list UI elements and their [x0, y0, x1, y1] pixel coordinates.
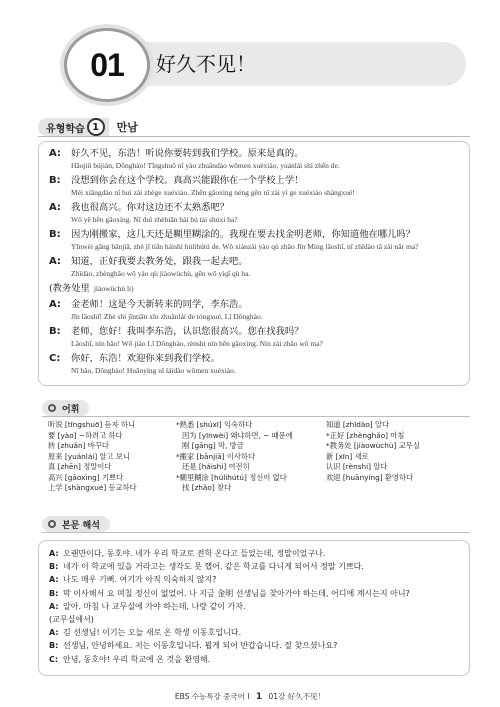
lesson-title: 好久不见！: [156, 52, 256, 76]
chinese-text: 知道，正好我要去教务处，跟我一起去吧。: [71, 256, 248, 267]
chinese-text: 好久不见，东浩！听说你要转到我们学校。原来是真的。: [71, 148, 304, 159]
lesson-header: [38, 28, 470, 108]
vocab-heading-label: 어휘: [62, 404, 80, 415]
dialogue-text: [71, 255, 457, 281]
vocab-item: 欢迎 [huānyíng] 환영하다: [326, 472, 414, 482]
vocab-item: 转 [zhuǎn] 바꾸다: [48, 441, 109, 450]
dialogue-line: [49, 298, 457, 324]
vocab-heading: [42, 400, 89, 416]
vocab-item: 要 [yào] ~하려고 하다: [48, 430, 123, 440]
dialogue-box: [38, 141, 470, 386]
translation-heading-pill: [42, 516, 110, 532]
chinese-text: 老师，您好！我叫李东浩，认识您很高兴。您在找我吗？: [71, 326, 304, 337]
vocab-item: *糊里糊涂 [húlihútú] 정신이 없다: [176, 472, 287, 482]
speaker-label: A:: [49, 628, 59, 638]
translation-text: 나도 매우 기뻐. 여기가 아직 익숙하지 않지?: [63, 575, 217, 585]
section-tag-label: 유형학습: [46, 123, 85, 135]
translation-scene: [49, 613, 459, 626]
speaker-label: B:: [49, 229, 61, 240]
translation-text: 안녕, 동호야! 우리 학교에 온 것을 환영해.: [63, 654, 211, 664]
speaker-label: A:: [49, 549, 59, 558]
translation-line: [49, 547, 459, 560]
footer-chapter: 01강 好久不见！: [268, 692, 326, 701]
pinyin-text: Yīnwèi gāng bānjiā, zhè jǐ tiān háishi húlihútú de. Wǒ xiànzài yào qù zhǎo Jīn Míng lǎoshī, nǐ zhīdào tā zài nǎr ma?: [71, 242, 419, 251]
scene-chinese: (教务处里: [49, 283, 90, 294]
section-tag: [38, 117, 138, 137]
speaker-label: C:: [49, 654, 59, 664]
pinyin-text: Hǎojiǔ bújiàn, Dōnghào! Tīngshuō nǐ yào zhuǎndào wǒmen xuéxiào, yuánlái shì zhēn de.: [71, 161, 340, 170]
vocab-list: [48, 420, 468, 494]
vocab-item: 认识 [rènshi] 알다: [326, 462, 388, 471]
speaker-label: A:: [49, 202, 61, 213]
pinyin-text: Wǒ yě hěn gāoxìng. Nǐ duì zhèbiān hái bú tài shúxi ba?: [71, 215, 238, 224]
translation-box: [38, 540, 470, 676]
vocab-heading-pill: [42, 400, 89, 416]
translation-divider: [42, 532, 470, 533]
speaker-label: A:: [49, 299, 61, 310]
scene-pinyin: jiàowùchù li): [93, 284, 134, 293]
translation-line: [49, 560, 459, 573]
dialogue-text: [71, 174, 457, 200]
vocab-item: 找 [zhǎo] 찾다: [182, 483, 232, 492]
dialogue-text: [71, 201, 457, 227]
chinese-text: 因为刚搬家，这几天还是糊里糊涂的。我现在要去找金明老师，你知道他在哪儿吗？: [71, 229, 415, 240]
vocab-item: *正好 [zhènghǎo] 마침: [326, 430, 405, 440]
translation-line: [49, 653, 459, 666]
translation-line: [49, 600, 459, 613]
speaker-label: B:: [49, 562, 59, 572]
vocab-item: 因为 [yīnwèi] 왜냐하면, ~ 때문에: [182, 430, 293, 440]
bullet-icon: [48, 520, 56, 528]
vocab-item: 还是 [háishi] 여전히: [182, 462, 250, 471]
vocab-item: *熟悉 [shúxī] 익숙하다: [176, 420, 253, 429]
translation-text: 선생님, 안녕하세요. 저는 이동호입니다. 뵙게 되어 반갑습니다. 절 찾으셨나요?: [63, 641, 338, 651]
translation-text: 김 선생님! 이기는 오늘 새로 온 학생 이동호입니다.: [63, 628, 242, 638]
vocab-column: [326, 420, 466, 494]
footer-book-title: EBS 수능특강 중국어 I: [174, 692, 250, 701]
dialogue-text: [71, 352, 457, 378]
speaker-label: B:: [49, 326, 61, 337]
vocab-item: *搬家 [bānjiā] 이사하다: [176, 451, 256, 461]
chinese-text: 金老师！这是今天新转来的同学，李东浩。: [71, 299, 248, 310]
translation-text: 네가 이 학교에 있을 거라고는 생각도 못 했어. 같은 학교를 다니게 되어서 정말 기쁘다.: [63, 562, 364, 572]
translation-heading-label: 본문 해석: [62, 520, 100, 531]
vocab-divider: [42, 416, 470, 417]
dialogue-scene: [49, 282, 457, 296]
vocab-column: [176, 420, 326, 494]
dialogue-line: [49, 255, 457, 281]
translation-line: [49, 626, 459, 639]
translation-line: [49, 573, 459, 586]
vocab-item: 高兴 [gāoxìng] 기쁘다: [48, 472, 124, 482]
translation-text: 오랜만이다, 동호야. 네가 우리 학교로 전학 온다고 들었는데, 정말이었구나.: [63, 549, 326, 558]
section-tag-number: 1: [87, 118, 105, 136]
vocab-item: 真 [zhēn] 정말이다: [48, 462, 112, 471]
dialogue-text: [71, 147, 457, 173]
pinyin-text: Jīn lǎoshī! Zhè shì jīntiān xīn zhuǎnlái de tóngxué, Lǐ Dōnghào.: [71, 312, 263, 321]
vocab-item: 刚 [gāng] 막, 방금: [182, 441, 244, 450]
vocab-item: 原来 [yuánlái] 알고 보니: [48, 451, 131, 461]
dialogue-line: [49, 174, 457, 200]
translation-text: 알아. 마침 나 교무실에 가야 하는데, 나랑 같이 가자.: [63, 601, 246, 611]
translation-text: (교무실에서): [49, 615, 94, 625]
page-number: 1: [255, 692, 263, 702]
chinese-text: 没想到你会在这个学校。真高兴能跟你在一个学校上学！: [71, 175, 304, 186]
bullet-icon: [48, 404, 56, 412]
dialogue-line: [49, 228, 457, 254]
speaker-label: B:: [49, 641, 59, 651]
speaker-label: B:: [49, 175, 61, 186]
pinyin-text: Zhīdào, zhènghǎo wǒ yào qù jiàowùchù, gēn wǒ yìqǐ qù ba.: [71, 269, 251, 278]
dialogue-text: [71, 325, 457, 351]
translation-heading: [42, 516, 110, 532]
dialogue-text: [71, 228, 457, 254]
vocab-item: 上学 [shàngxué] 등교하다: [48, 483, 137, 492]
vocab-item: 新 [xīn] 새로: [326, 451, 369, 461]
speaker-label: A:: [49, 256, 61, 267]
vocab-item: 听说 [tīngshuō] 듣자 하니: [48, 420, 136, 429]
translation-text: 막 이사해서 요 며칠 정신이 없었어. 나 지금 金明 선생님을 찾아가야 하는데, 어디에 계시는지 아니?: [63, 588, 410, 598]
pinyin-text: Méi xiǎngdào nǐ huì zài zhège xuéxiào. Zhēn gāoxìng néng gēn nǐ zài yí ge xuéxiào shàngxué!: [71, 188, 355, 197]
page-footer: [0, 691, 500, 702]
section-title: 만남: [116, 121, 138, 134]
translation-line: [49, 639, 459, 652]
vocab-item: 知道 [zhīdào] 알다: [326, 420, 390, 429]
dialogue-line: [49, 147, 457, 173]
speaker-label: C:: [49, 353, 61, 364]
dialogue-line: [49, 325, 457, 351]
lesson-number: 01: [90, 46, 124, 83]
vocab-column: [48, 420, 176, 494]
speaker-label: A:: [49, 575, 59, 585]
speaker-label: B:: [49, 588, 59, 598]
dialogue-line: [49, 352, 457, 378]
speaker-label: A:: [49, 601, 59, 611]
vocab-item: *教务处 [jiàowùchù] 교무실: [326, 441, 420, 450]
dialogue-line: [49, 201, 457, 227]
chinese-text: 我也很高兴。你对这边还不太熟悉吧？: [71, 202, 230, 213]
pinyin-text: Nǐ hǎo, Dōnghào! Huānyíng nǐ láidào wǒmen xuéxiào.: [71, 366, 236, 375]
dialogue-text: [71, 298, 457, 324]
chinese-text: 你好，东浩！欢迎你来到我们学校。: [71, 353, 220, 364]
section-divider: [38, 136, 470, 137]
section-tag-pill: [38, 118, 109, 136]
lesson-number-badge: [64, 28, 150, 102]
pinyin-text: Lǎoshī, nín hǎo! Wǒ jiào Lǐ Dōnghào, rènshi nín hěn gāoxìng. Nín zài zhǎo wǒ ma?: [71, 339, 323, 348]
speaker-label: A:: [49, 148, 61, 159]
translation-line: [49, 587, 459, 600]
